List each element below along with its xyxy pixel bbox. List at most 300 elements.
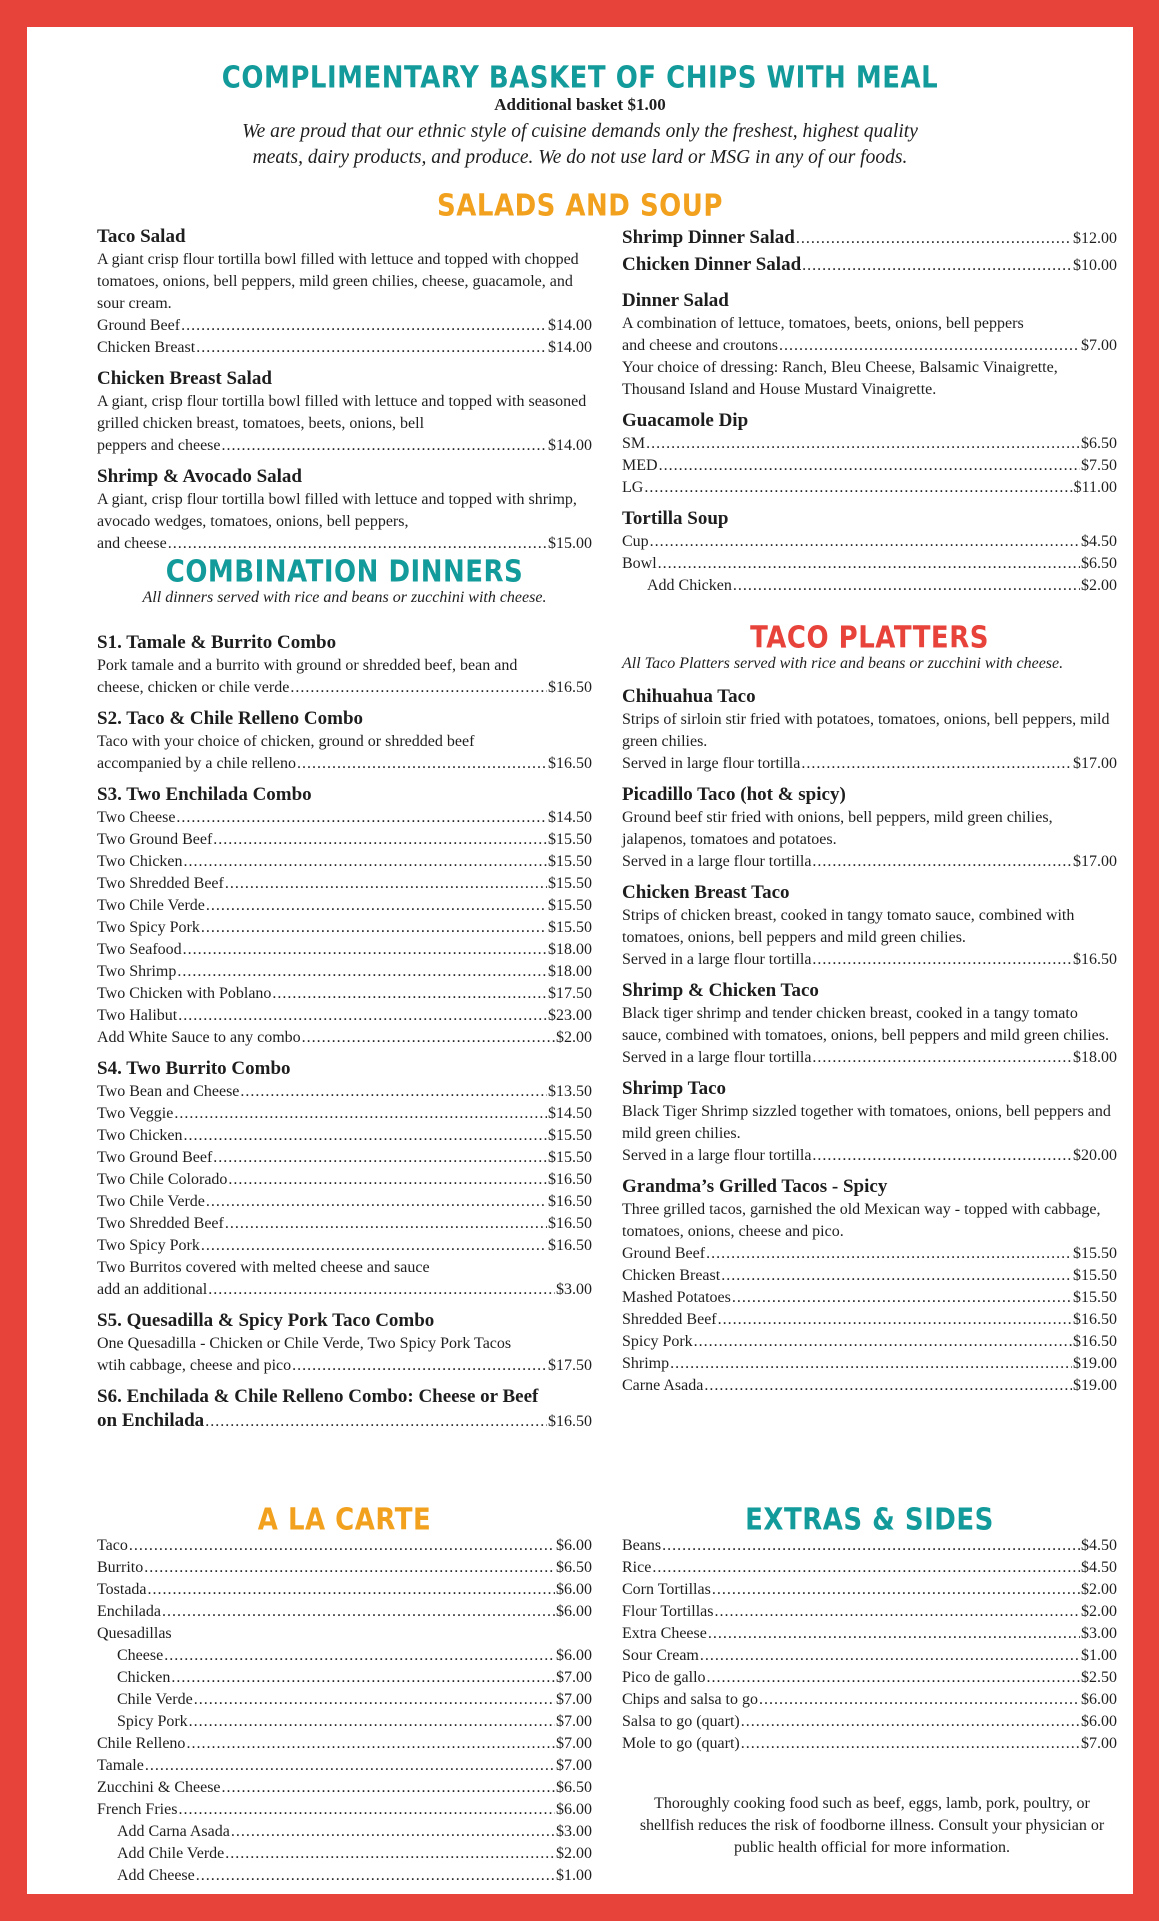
price: $14.00 (548, 437, 592, 454)
dot-leader (206, 895, 547, 917)
dot-leader (184, 851, 547, 873)
price-row-label: Tostada (97, 1581, 147, 1598)
combo-s1 (97, 631, 592, 699)
dot-leader (801, 753, 1072, 775)
alacarte-section (97, 1502, 592, 1887)
quesadillas-label: Quesadillas (97, 1625, 172, 1642)
price-row-label: Burrito (97, 1559, 144, 1576)
dinner-salad (622, 289, 1117, 401)
dot-leader (145, 1755, 555, 1777)
price: $17.50 (548, 1357, 592, 1374)
price: $6.50 (556, 1559, 592, 1576)
price-row (97, 753, 592, 775)
price-row (622, 225, 1117, 252)
tortilla-soup (622, 507, 1117, 597)
price-row (622, 1601, 1117, 1623)
price: $2.00 (556, 1029, 592, 1046)
price: $7.00 (556, 1669, 592, 1686)
item-desc: Black Tiger Shrimp sizzled together with tomatoes, onions, bell peppers and mild green chilies. (622, 1103, 1111, 1142)
price-row (117, 1865, 592, 1887)
fries-adds-list (97, 1821, 592, 1887)
price-row (622, 335, 1117, 357)
item-desc: A combination of lettuce, tomatoes, beets, onions, bell peppers (622, 315, 1024, 332)
dot-leader (812, 1047, 1072, 1069)
dot-leader (812, 1145, 1072, 1167)
price-row (97, 533, 592, 555)
price: $6.00 (556, 1537, 592, 1554)
item-desc: Black tiger shrimp and tender chicken breast, cooked in a tangy tomato sauce, combined with tomatoes, onions, bell peppers and mild green chilies. (622, 1005, 1109, 1044)
additional-basket-note: Additional basket $1.00 (494, 95, 666, 114)
item-desc: Strips of sirloin stir fried with potatoes, tomatoes, onions, bell peppers, mild green chilies. (622, 711, 1110, 750)
taco-platters-heading: TACO PLATTERS (750, 620, 989, 656)
price: $7.00 (556, 1691, 592, 1708)
price-row-label: Chile Relleno (97, 1735, 186, 1752)
extras-list (622, 1535, 1117, 1755)
price-row (97, 1535, 592, 1557)
price: $7.00 (1081, 1735, 1117, 1752)
price: $14.00 (548, 317, 592, 334)
price: $4.50 (1081, 1537, 1117, 1554)
price-row (97, 315, 592, 337)
price-row (622, 531, 1117, 553)
price: $14.50 (548, 1105, 592, 1122)
price-row (97, 851, 592, 873)
price-row-label: Served in large flour tortilla (622, 755, 801, 772)
taco-platters-list (622, 685, 1117, 1167)
price-row (97, 1777, 592, 1799)
price: $10.00 (1073, 257, 1117, 274)
item-title: Tortilla Soup (622, 508, 729, 529)
price: $15.50 (548, 831, 592, 848)
dot-leader (208, 1279, 555, 1301)
price-row (97, 961, 592, 983)
dot-leader (802, 253, 1072, 279)
price-row-label: Corn Tortillas (622, 1581, 711, 1598)
dot-leader (707, 1667, 1080, 1689)
price-row-label: Ground Beef (622, 1245, 706, 1262)
price-row (97, 1409, 592, 1434)
dot-leader (741, 1733, 1080, 1755)
price-row-label: Add Chile Verde (117, 1845, 225, 1862)
price-row-label: Spicy Pork (622, 1333, 693, 1350)
price-row-label: Bowl (622, 555, 657, 572)
price-row (622, 1353, 1117, 1375)
dot-leader (694, 1331, 1072, 1353)
price: $6.00 (1081, 1691, 1117, 1708)
combos-note: All dinners served with rice and beans or zucchini with cheese. (142, 589, 547, 606)
dot-leader (225, 1843, 555, 1865)
price-row (622, 575, 1117, 597)
price-row-label: SM (622, 435, 646, 452)
dot-leader (659, 455, 1080, 477)
price-row (97, 1103, 592, 1125)
price: $16.50 (1073, 1333, 1117, 1350)
dot-leader (646, 433, 1080, 455)
dot-leader (144, 1557, 555, 1579)
price-row-label: and cheese and croutons (622, 337, 778, 354)
dot-leader (662, 1535, 1080, 1557)
price-row (117, 1667, 592, 1689)
price-row-label: peppers and cheese (97, 437, 221, 454)
dot-leader (213, 1147, 547, 1169)
chips-heading: COMPLIMENTARY BASKET OF CHIPS WITH MEAL (221, 60, 939, 96)
price-row (97, 1235, 592, 1257)
price: $7.00 (1081, 337, 1117, 354)
price: $15.50 (548, 875, 592, 892)
price-row-label: Add Chicken (647, 577, 732, 594)
price-row-label: Chicken Dinner Salad (622, 254, 802, 275)
price-row-label: Served in a large flour tortilla (622, 951, 812, 968)
price-row (622, 252, 1117, 279)
price-row (97, 677, 592, 699)
price-row (97, 1213, 592, 1235)
price-row (97, 983, 592, 1005)
alacarte-heading: A LA CARTE (257, 1502, 432, 1538)
price-row (622, 1145, 1117, 1167)
price-row (97, 1799, 592, 1821)
dot-leader (708, 1623, 1080, 1645)
price-row (97, 1601, 592, 1623)
combo-s6 (97, 1385, 592, 1434)
salads-heading: SALADS AND SOUP (437, 188, 723, 224)
price: $7.00 (556, 1757, 592, 1774)
price-row (622, 1309, 1117, 1331)
price-row (97, 1081, 592, 1103)
price-row-label: Shrimp Dinner Salad (622, 227, 795, 248)
footer-section (627, 1793, 1117, 1859)
price-row-label: Two Chicken (97, 853, 183, 870)
price-row (97, 873, 592, 895)
dot-leader (290, 677, 547, 699)
price: $17.00 (1073, 755, 1117, 772)
price: $2.00 (1081, 1603, 1117, 1620)
price-row (622, 455, 1117, 477)
price: $16.50 (548, 1171, 592, 1188)
price-row-label: Tamale (97, 1757, 144, 1774)
price-row-label: Mole to go (quart) (622, 1735, 740, 1752)
combo-s2 (97, 707, 592, 775)
price-row (117, 1843, 592, 1865)
price-row-label: and cheese (97, 535, 167, 552)
dot-leader (292, 1355, 547, 1377)
price-row-label: Shredded Beef (622, 1311, 717, 1328)
dot-leader (732, 1287, 1072, 1309)
item-title: Shrimp & Avocado Salad (97, 466, 302, 487)
item-title: Taco Salad (97, 226, 186, 247)
price-row-label: add an additional (97, 1281, 208, 1298)
price: $19.00 (1073, 1355, 1117, 1372)
dot-leader (706, 1243, 1072, 1265)
price: $2.50 (1081, 1669, 1117, 1686)
shrimp-avocado-salad (97, 465, 592, 555)
item-title: S6. Enchilada & Chile Relleno Combo: Cheese or Beef (97, 1386, 539, 1407)
dot-leader (272, 983, 547, 1005)
price-row-label: Extra Cheese (622, 1625, 707, 1642)
price-row (97, 917, 592, 939)
price-row-label: Two Shrimp (97, 963, 177, 980)
item-title: Chicken Breast Salad (97, 368, 272, 389)
price-row-label: Enchilada (97, 1603, 161, 1620)
price: $15.00 (548, 535, 592, 552)
item-desc: Two Burritos covered with melted cheese and sauce (97, 1259, 430, 1276)
item-title: S4. Two Burrito Combo (97, 1058, 291, 1079)
price-row (622, 753, 1117, 775)
price-row-label: Shrimp (622, 1355, 670, 1372)
price-row-label: Spicy Pork (117, 1713, 188, 1730)
dot-leader (178, 1799, 555, 1821)
price: $6.00 (556, 1647, 592, 1664)
combo-s5 (97, 1309, 592, 1377)
dot-leader (228, 1169, 547, 1191)
dot-leader (201, 1235, 547, 1257)
item-desc: Taco with your choice of chicken, ground or shredded beef (97, 733, 475, 750)
price-row (622, 1689, 1117, 1711)
item-title: Shrimp Taco (622, 1078, 727, 1099)
dot-leader (174, 1103, 547, 1125)
price: $6.00 (556, 1581, 592, 1598)
price: $19.00 (1073, 1377, 1117, 1394)
combo-s4 (97, 1057, 592, 1301)
price: $16.50 (548, 1237, 592, 1254)
price: $4.50 (1081, 533, 1117, 550)
price: $16.50 (1073, 1311, 1117, 1328)
dot-leader (186, 1733, 555, 1755)
price-row-label: Served in a large flour tortilla (622, 853, 812, 870)
taco-platter-item (622, 685, 1117, 775)
dot-leader (759, 1689, 1080, 1711)
alacarte-list (97, 1535, 592, 1623)
price-row-label: Two Seafood (97, 941, 182, 958)
price-row-label: on Enchilada (97, 1410, 205, 1431)
price-row (97, 807, 592, 829)
price: $15.50 (548, 1127, 592, 1144)
item-title: Chicken Breast Taco (622, 882, 790, 903)
price-row (117, 1821, 592, 1843)
price-row (97, 1005, 592, 1027)
price-row (97, 829, 592, 851)
dot-leader (194, 1689, 555, 1711)
price-row (622, 1623, 1117, 1645)
dot-leader (129, 1535, 555, 1557)
dot-leader (162, 1601, 555, 1623)
price-row (97, 1125, 592, 1147)
price-row-label: Two Chile Verde (97, 897, 205, 914)
item-desc: Three grilled tacos, garnished the old Mexican way - topped with cabbage, tomatoes, onions, cheese and pico. (622, 1201, 1101, 1240)
price-row (622, 1265, 1117, 1287)
price: $2.00 (1081, 1581, 1117, 1598)
guacamole-price-list (622, 433, 1117, 499)
price-row (622, 433, 1117, 455)
price-row-label: accompanied by a chile relleno (97, 755, 297, 772)
price-row (97, 1755, 592, 1777)
dot-leader (231, 1821, 555, 1843)
taco-platter-item (622, 1077, 1117, 1167)
price-row-label: Salsa to go (quart) (622, 1713, 740, 1730)
price: $15.50 (1073, 1289, 1117, 1306)
price-row (97, 1027, 592, 1049)
item-title: S2. Taco & Chile Relleno Combo (97, 708, 364, 729)
item-desc: One Quesadilla - Chicken or Chile Verde, Two Spicy Pork Tacos (97, 1335, 512, 1352)
price-row-label: Chicken Breast (97, 339, 196, 356)
price-row-label: Sour Cream (622, 1647, 699, 1664)
dot-leader (779, 335, 1080, 357)
dot-leader (225, 873, 547, 895)
dot-leader (658, 553, 1080, 575)
price-row (622, 1287, 1117, 1309)
taco-salad (97, 225, 592, 359)
price: $6.50 (1081, 435, 1117, 452)
combo-s3 (97, 783, 592, 1049)
item-title: S1. Tamale & Burrito Combo (97, 632, 337, 653)
dot-leader (184, 1125, 547, 1147)
dot-leader (670, 1353, 1072, 1375)
quesadillas-list (97, 1645, 592, 1733)
price-row-label: Two Chile Colorado (97, 1171, 228, 1188)
price-row-label: Cup (622, 533, 649, 550)
price-row-label: Cheese (117, 1647, 164, 1664)
dot-leader (168, 533, 547, 555)
price: $14.50 (548, 809, 592, 826)
guacamole-dip (622, 409, 1117, 499)
price-row (622, 1667, 1117, 1689)
taco-platter-item (622, 783, 1117, 873)
price-row-label: Two Chicken with Poblano (97, 985, 272, 1002)
taco-platters-note: All Taco Platters served with rice and beans or zucchini with cheese. (622, 655, 1064, 672)
price-row (622, 1557, 1117, 1579)
price-row-label: Two Bean and Cheese (97, 1083, 240, 1100)
price: $17.00 (1073, 853, 1117, 870)
price: $16.50 (548, 1413, 592, 1430)
price: $7.50 (1081, 457, 1117, 474)
price-row-label: Two Spicy Pork (97, 1237, 200, 1254)
price-row (622, 553, 1117, 575)
price-row-label: Beans (622, 1537, 662, 1554)
price-row (117, 1689, 592, 1711)
price-row (97, 1557, 592, 1579)
price-row-label: Two Ground Beef (97, 831, 213, 848)
s4-price-list (97, 1081, 592, 1257)
item-title: Dinner Salad (622, 290, 729, 311)
dot-leader (201, 917, 547, 939)
price-row (622, 1711, 1117, 1733)
dot-leader (222, 1777, 555, 1799)
left-column-top (97, 225, 592, 1434)
dinner-salads-list (622, 225, 1117, 279)
price: $6.00 (1081, 1713, 1117, 1730)
price: $15.50 (548, 853, 592, 870)
price-row-label: MED (622, 457, 658, 474)
item-title: Chihuahua Taco (622, 686, 756, 707)
price: $16.50 (548, 679, 592, 696)
quality-note: We are proud that our ethnic style of cuisine demands only the freshest, highest quality meats, dairy products, and produce. We do not use lard or MSG in any of our foods. (242, 121, 918, 168)
price-row (97, 435, 592, 457)
price: $16.50 (1073, 951, 1117, 968)
dot-leader (721, 1265, 1072, 1287)
price-row-label: Two Shredded Beef (97, 875, 224, 892)
price-row-label: Two Shredded Beef (97, 1215, 224, 1232)
price-row (117, 1645, 592, 1667)
dot-leader (222, 435, 548, 457)
dot-leader (171, 1667, 555, 1689)
price: $18.00 (548, 963, 592, 980)
dot-leader (181, 315, 547, 337)
price: $11.00 (1073, 479, 1117, 496)
price-row-label: Taco (97, 1537, 128, 1554)
dot-leader (148, 1579, 555, 1601)
price: $18.00 (1073, 1049, 1117, 1066)
item-desc: Ground beef stir fried with onions, bell peppers, mild green chilies, jalapenos, tomatoes and potatoes. (622, 809, 1053, 848)
dot-leader (178, 1005, 547, 1027)
price-row-label: Chicken (117, 1669, 171, 1686)
price-row (622, 851, 1117, 873)
extras-heading: EXTRAS & SIDES (745, 1502, 994, 1538)
dot-leader (196, 1865, 555, 1887)
dressing-note: Your choice of dressing: Ranch, Bleu Cheese, Balsamic Vinaigrette, Thousand Island and House Mustard Vinaigrette. (622, 359, 1058, 398)
price: $16.50 (548, 1215, 592, 1232)
chicken-breast-salad (97, 367, 592, 457)
item-title: Grandma’s Grilled Tacos - Spicy (622, 1176, 888, 1197)
grandma-price-list (622, 1243, 1117, 1397)
price-row (622, 1535, 1117, 1557)
price: $13.50 (548, 1083, 592, 1100)
soup-price-list (622, 531, 1117, 575)
price: $3.00 (556, 1823, 592, 1840)
price: $16.50 (548, 1193, 592, 1210)
price-row-label: Two Cheese (97, 809, 176, 826)
dot-leader (302, 1027, 555, 1049)
item-title: Shrimp & Chicken Taco (622, 980, 819, 1001)
price: $3.00 (556, 1281, 592, 1298)
item-desc: Pork tamale and a burrito with ground or shredded beef, bean and (97, 657, 518, 674)
price: $15.50 (548, 919, 592, 936)
item-desc: Strips of chicken breast, cooked in tangy tomato sauce, combined with tomatoes, onions, bell peppers and mild green chilies. (622, 907, 1075, 946)
price-row-label: Two Veggie (97, 1105, 174, 1122)
item-title: S5. Quesadilla & Spicy Pork Taco Combo (97, 1310, 435, 1331)
taco-platter-item (622, 881, 1117, 971)
dot-leader (206, 1191, 547, 1213)
price-row (622, 1047, 1117, 1069)
price-row-label: Add White Sauce to any combo (97, 1029, 301, 1046)
price-row-label: Add Carna Asada (117, 1823, 230, 1840)
dot-leader (650, 531, 1080, 553)
item-desc: A giant, crisp flour tortilla bowl filled with lettuce and topped with seasoned grilled chicken breast, tomatoes, beets, onions, bell (97, 393, 587, 432)
price: $15.50 (1073, 1245, 1117, 1262)
dot-leader (177, 961, 547, 983)
price-row-label: Two Ground Beef (97, 1149, 213, 1166)
price: $1.00 (1081, 1647, 1117, 1664)
price: $7.00 (556, 1713, 592, 1730)
grandmas-grilled-tacos (622, 1175, 1117, 1397)
price-row (97, 1147, 592, 1169)
dot-leader (652, 1557, 1080, 1579)
right-column (622, 225, 1117, 1405)
price: $15.50 (548, 897, 592, 914)
dot-leader (240, 1081, 547, 1103)
price-row-label: Add Cheese (117, 1867, 195, 1884)
item-title: S3. Two Enchilada Combo (97, 784, 312, 805)
dot-leader (176, 807, 547, 829)
price-row (97, 939, 592, 961)
price: $15.50 (548, 1149, 592, 1166)
item-desc: A giant crisp flour tortilla bowl filled with lettuce and topped with chopped tomatoes, onions, bell peppers, mild green chilies, cheese, guacamole, and sour cream. (97, 251, 579, 312)
price-row-label: cheese, chicken or chile verde (97, 679, 290, 696)
extras-section (622, 1502, 1117, 1755)
price-row-label: Carne Asada (622, 1377, 704, 1394)
price-row-label: Chicken Breast (622, 1267, 721, 1284)
price-row-label: Flour Tortillas (622, 1603, 714, 1620)
s3-price-list (97, 807, 592, 1049)
price: $6.50 (1081, 555, 1117, 572)
